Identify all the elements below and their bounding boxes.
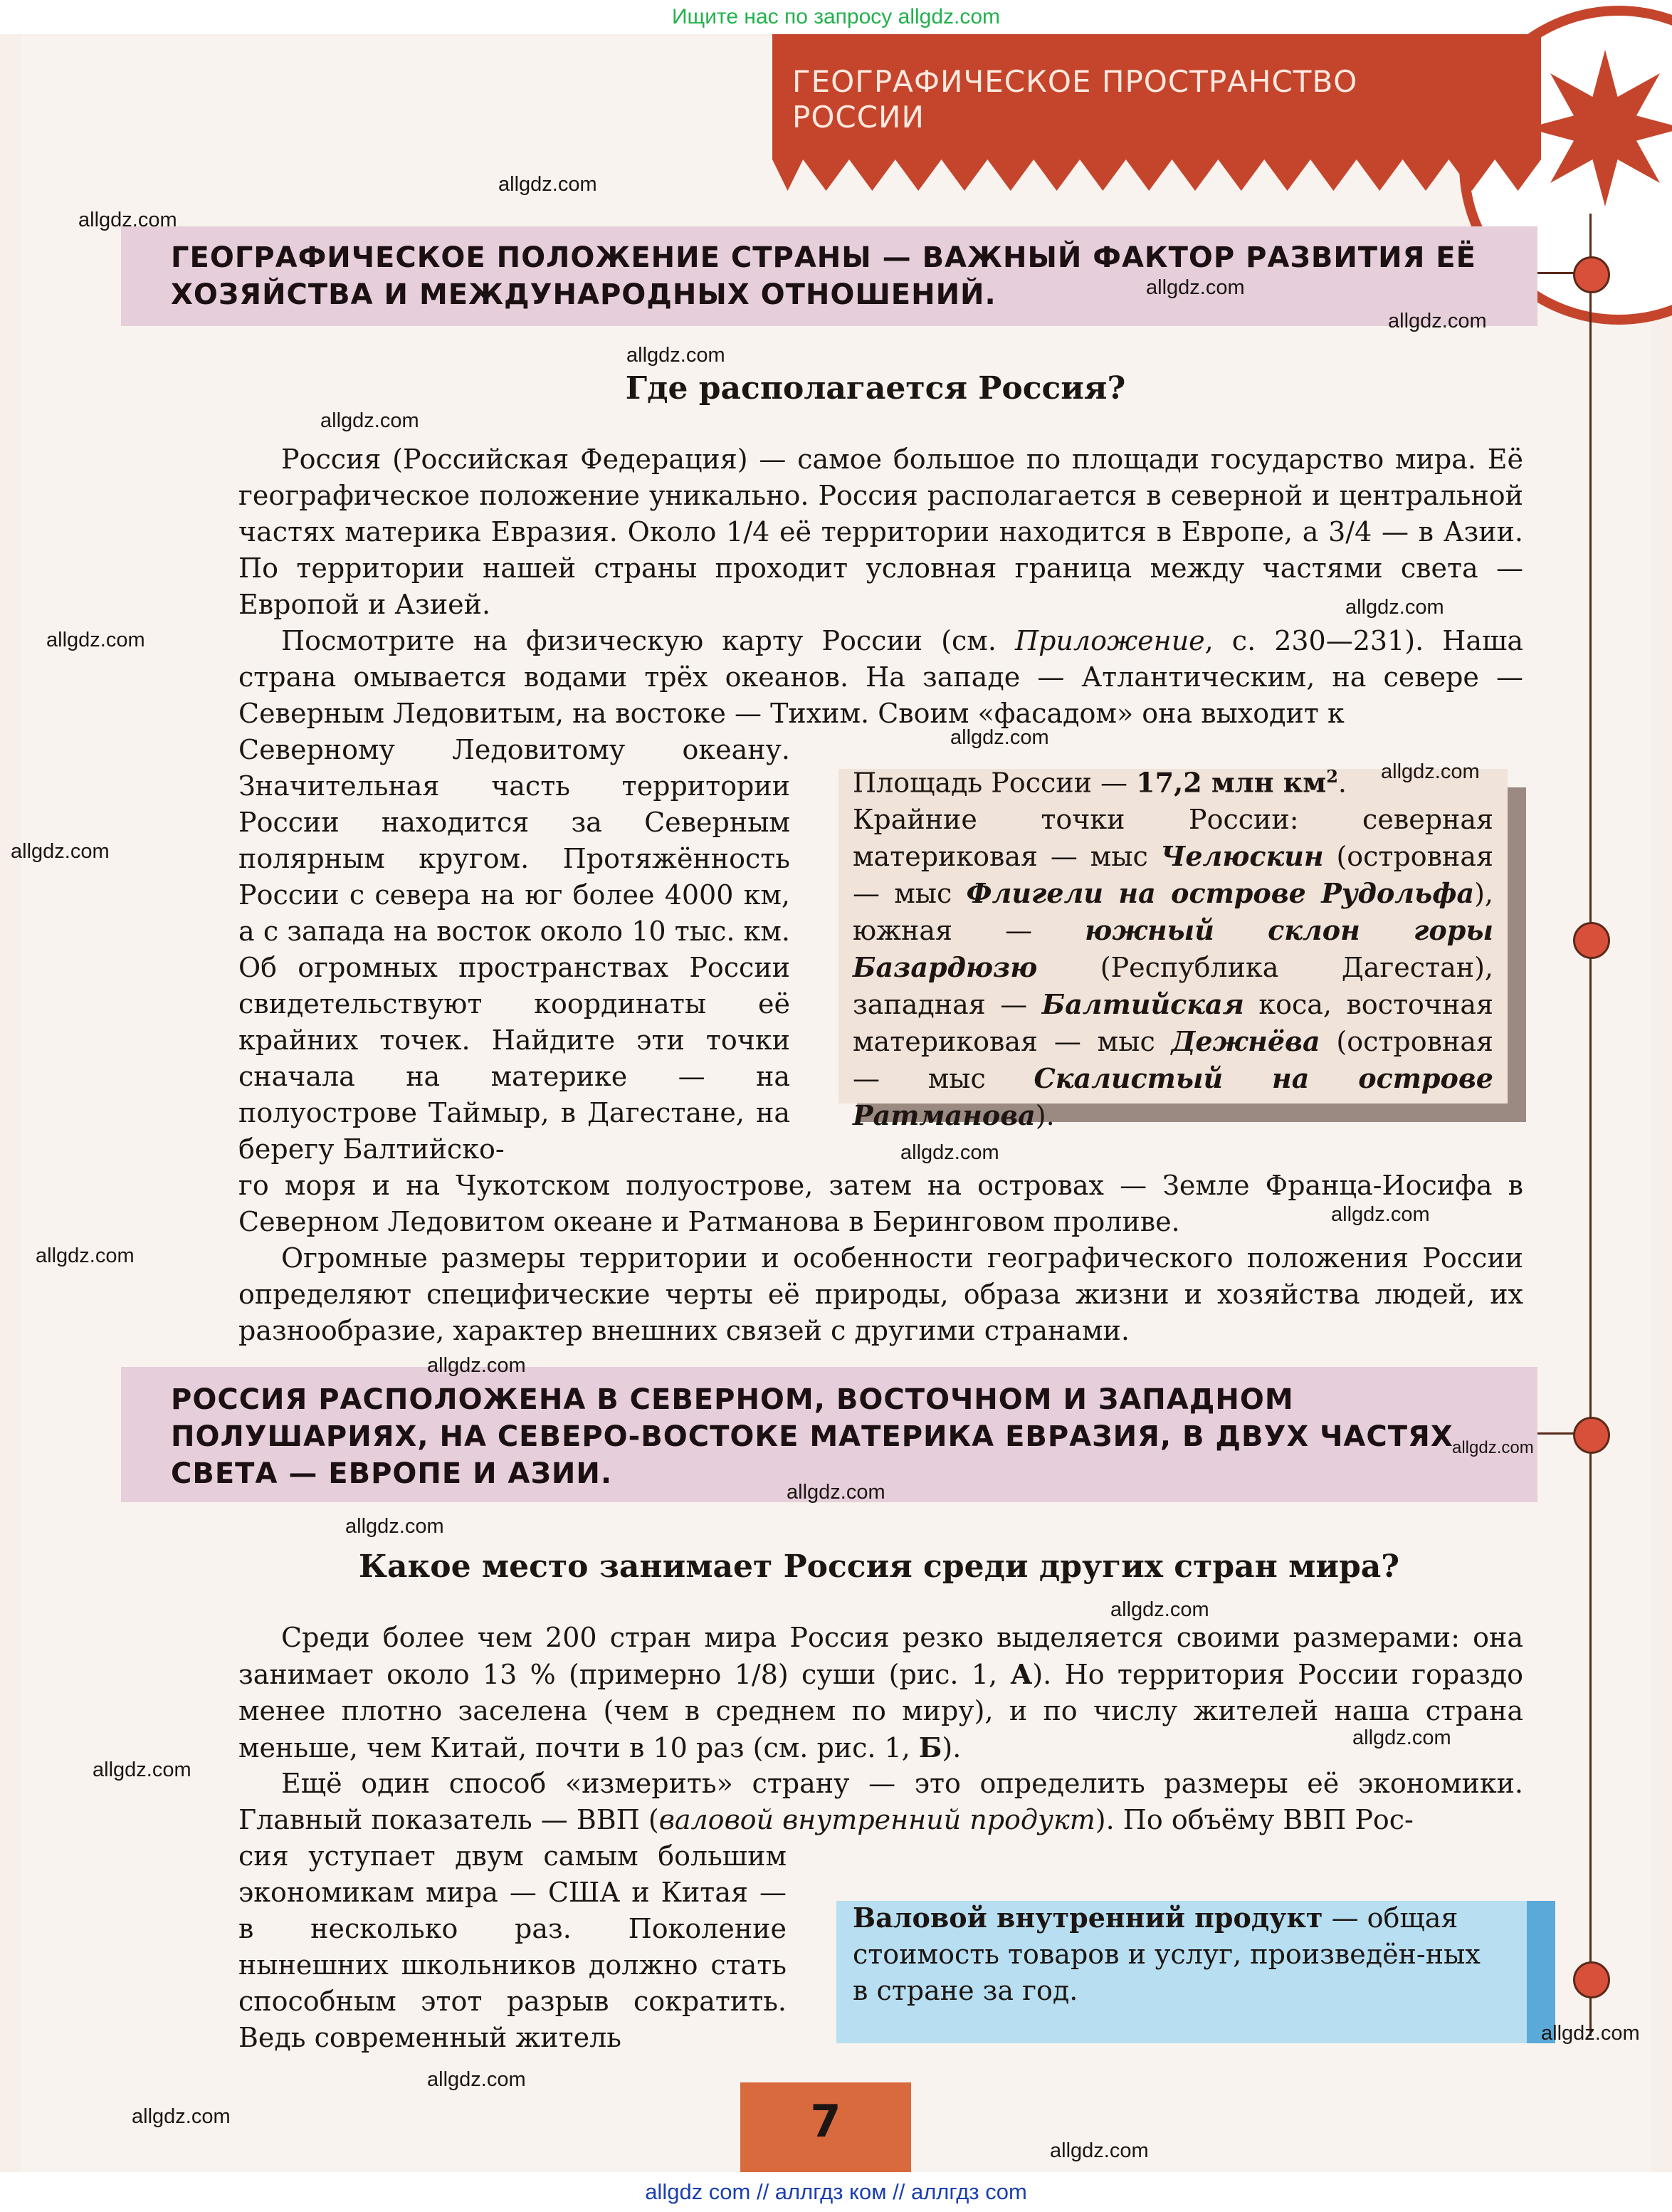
point-name: Челюскин bbox=[1160, 839, 1324, 872]
watermark: allgdz.com bbox=[1452, 1438, 1534, 1457]
watermark: allgdz.com bbox=[498, 173, 597, 196]
paragraph-text: Среди более чем 200 стран мира Россия резко выделяется своими размерами: она занимает около 13 % (примерно 1/8) суши (рис. 1, bbox=[238, 1622, 1523, 1690]
margin-spine bbox=[1589, 214, 1592, 2036]
figure-label: А bbox=[1010, 1658, 1033, 1690]
facts-text: (островная — мыс bbox=[853, 840, 1493, 909]
watermark: allgdz.com bbox=[427, 1354, 526, 1377]
point-name: Скалистый на острове Ратманова bbox=[853, 1062, 1493, 1131]
paragraph-text: ). По объёму ВВП Рос- bbox=[1095, 1804, 1414, 1835]
star-icon bbox=[1527, 50, 1672, 206]
facts-text: коса, восточная материковая — мыс bbox=[853, 988, 1493, 1057]
area-sup: 2 bbox=[1326, 766, 1338, 787]
watermark: allgdz.com bbox=[900, 1141, 999, 1164]
paragraph-narrow bbox=[238, 732, 790, 1168]
watermark: allgdz.com bbox=[950, 726, 1049, 749]
watermark: allgdz.com bbox=[320, 409, 419, 432]
paragraph-text: го моря и на Чукотском полуострове, затем на островах — Земле Франца-Иосифа в Северном Ледовитом океане и Ратманова в Беринговом проливе. bbox=[238, 1170, 1523, 1237]
area-label: Площадь России — bbox=[853, 767, 1137, 799]
watermark: allgdz.com bbox=[46, 629, 145, 651]
facts-text: (островная — мыс bbox=[853, 1025, 1493, 1094]
paragraph-text: сия уступает двум самым большим экономикам мира — США и Китая — в несколько раз. Поколение нынешних школьников должно стать способным этот разрыв сократить. Ведь современный житель bbox=[238, 1840, 787, 2053]
watermark: allgdz.com bbox=[1381, 760, 1480, 783]
watermark: allgdz.com bbox=[78, 209, 177, 231]
point-name: южный склон горы Базардюзю bbox=[853, 913, 1493, 983]
definition-term: Валовой внутренний продукт bbox=[853, 1902, 1323, 1934]
key-idea-band-1 bbox=[121, 226, 1537, 326]
watermark: allgdz.com bbox=[787, 1481, 885, 1504]
paragraph-text: ). Но территория России гораздо менее плотно заселена (чем в среднем по миру), и по числу жителей наша страна меньше, чем Китай, почти в 10 раз (см. рис. 1, bbox=[238, 1659, 1523, 1763]
paragraph-narrow bbox=[238, 1838, 787, 2056]
definition-text bbox=[853, 1899, 1493, 2009]
watermark: allgdz.com bbox=[93, 1758, 191, 1781]
key-idea-text-1: ГЕОГРАФИЧЕСКОЕ ПОЛОЖЕНИЕ СТРАНЫ — ВАЖНЫЙ ФАКТОР РАЗВИТИЯ ЕЁ ХОЗЯЙСТВА И МЕЖДУНАРОДНЫХ ОТНОШЕНИЙ. bbox=[171, 241, 1476, 311]
facts-text: Крайние точки России: северная материковая — мыс bbox=[853, 803, 1493, 872]
paragraph-text: Огромные размеры территории и особенности географического положения России определяют специфические черты её природы, образа жизни и хозяйства людей, их разнообразие, характер внешних связей с другими странами. bbox=[238, 1242, 1523, 1346]
section-heading-1: Где располагается Россия? bbox=[625, 370, 1126, 407]
point-name: Балтийская bbox=[1041, 987, 1244, 1020]
spine-dot bbox=[1573, 1417, 1610, 1454]
banner-title: ГЕОГРАФИЧЕСКОЕ ПРОСТРАНСТВО РОССИИ bbox=[792, 64, 1358, 135]
facts-text: ), южная — bbox=[853, 877, 1493, 946]
top-watermark: Ищите нас по запросу allgdz.com bbox=[0, 0, 1672, 34]
watermark: allgdz.com bbox=[1541, 2022, 1640, 2045]
point-name: Дежнёва bbox=[1171, 1024, 1320, 1057]
watermark: allgdz.com bbox=[345, 1515, 444, 1538]
paragraph-text: Россия (Российская Федерация) — самое большое по площади государство мира. Её географическое положение уникально. Россия располагается в северной и центральной частях материка Евразия. Около 1/4 её территории находится в Европе, а 3/4 — в Азии. По территории нашей страны проходит условная граница между частями света — Европой и Азией. bbox=[238, 444, 1523, 620]
paragraph bbox=[238, 441, 1523, 623]
term-italic: валовой внутренний продукт bbox=[658, 1804, 1095, 1835]
watermark: allgdz.com bbox=[1352, 1726, 1451, 1749]
figure-label: Б bbox=[918, 1731, 942, 1763]
facts-box-text: Площадь России — 17,2 млн $км^2$. Крайние точки России: северная материковая — мыс Челюскин (островная — мыс Флигели на острове Рудольфа), южная — южный склон горы Базардюзю (Республика Дагестан), западная — Балтийская коса, восточная материковая — мыс Дежнёва (островная — мыс Скалистый на острове Ратманова). bbox=[853, 766, 1493, 1131]
paragraph-text: , с. 230—231). Наша страна омывается водами трёх океанов. На западе — Атлантическим, на севере — Северным Ледовитым, на востоке — Тихим. Своим «фасадом» она выходит к bbox=[238, 625, 1524, 729]
page-number: 7 bbox=[740, 2082, 911, 2175]
paragraph-text: Ещё один способ «измерить» страну — это определить размеры её экономики. Главный показатель — ВВП ( bbox=[238, 1768, 1523, 1835]
section-heading-2: Какое место занимает Россия среди других стран мира? bbox=[358, 1548, 1400, 1585]
paragraph bbox=[238, 1240, 1523, 1349]
appendix-reference: Приложение bbox=[1014, 625, 1205, 656]
paragraph bbox=[238, 1766, 1523, 1838]
spine-dot bbox=[1573, 256, 1610, 293]
watermark: allgdz.com bbox=[1050, 2139, 1149, 2162]
definition-body: — общая стоимость товаров и услуг, произведён-ных в стране за год. bbox=[853, 1902, 1481, 2006]
watermark: allgdz.com bbox=[1110, 1598, 1209, 1621]
paragraph bbox=[238, 623, 1523, 732]
paragraph bbox=[238, 1620, 1523, 1766]
paragraph-text: Посмотрите на физическую карту России (см. bbox=[281, 625, 1015, 656]
spine-dot bbox=[1573, 1961, 1610, 1998]
facts-text: (Республика Дагестан), западная — bbox=[853, 951, 1493, 1020]
key-idea-text-2: РОССИЯ РАСПОЛОЖЕНА В СЕВЕРНОМ, ВОСТОЧНОМ И ЗАПАДНОМ ПОЛУШАРИЯХ, НА СЕВЕРО-ВОСТОКЕ МАТЕРИКА ЕВРАЗИЯ, В ДВУХ ЧАСТЯХ СВЕТА — ЕВРОПЕ И АЗИИ. bbox=[171, 1383, 1453, 1490]
paragraph-text: Северному Ледовитому океану. Значительная часть территории России находится за Северным полярным кругом. Протяжённость России с севера на юг более 4000 км, а с запада на восток около 10 тыс. км. Об огромных пространствах России свидетельствуют координаты её крайних точек. Найдите эти точки сначала на материке — на полуострове Таймыр, в Дагестане, на берегу Балтийско- bbox=[238, 734, 790, 1165]
paragraph-text: ). bbox=[942, 1732, 962, 1763]
watermark: allgdz.com bbox=[427, 2068, 526, 2091]
facts-text: ). bbox=[1035, 1099, 1055, 1131]
watermark: allgdz.com bbox=[626, 344, 725, 367]
watermark: allgdz.com bbox=[1146, 276, 1245, 299]
watermark: allgdz.com bbox=[36, 1244, 135, 1267]
point-name: Флигели на острове Рудольфа bbox=[966, 876, 1475, 909]
spine-dot bbox=[1573, 922, 1610, 959]
watermark: allgdz.com bbox=[11, 840, 110, 863]
watermark: allgdz.com bbox=[1388, 310, 1487, 332]
watermark: allgdz.com bbox=[132, 2105, 231, 2128]
bottom-watermark: allgdz com // аллгдз ком // аллгдз com bbox=[0, 2172, 1672, 2212]
area-value: 17,2 млн км bbox=[1136, 766, 1327, 799]
watermark: allgdz.com bbox=[1331, 1203, 1430, 1226]
watermark: allgdz.com bbox=[1345, 596, 1444, 619]
